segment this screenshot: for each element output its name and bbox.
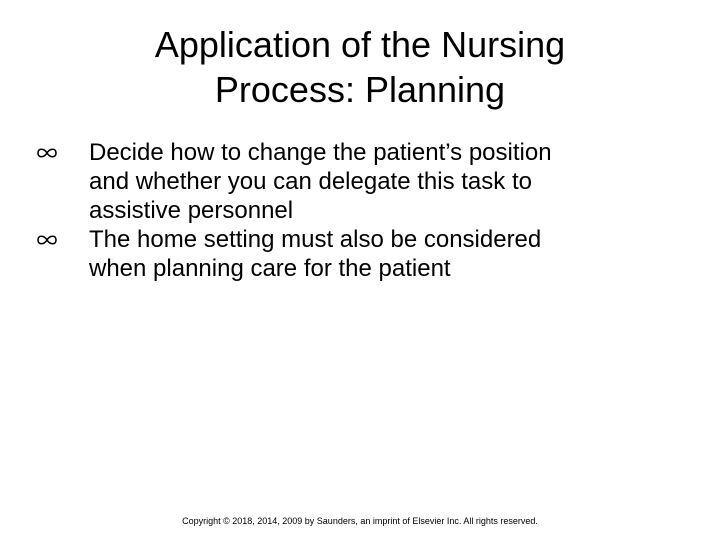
slide-title bbox=[100, 22, 620, 112]
slide-title-line-1: Application of the Nursing bbox=[154, 24, 566, 65]
bullet-line: when planning care for the patient bbox=[89, 255, 451, 282]
infinity-bullet-icon bbox=[36, 146, 58, 160]
slide-title-line-2: Process: Planning bbox=[214, 69, 506, 110]
bullet-item bbox=[36, 225, 656, 283]
bullet-line: Decide how to change the patient’s position bbox=[89, 139, 552, 166]
bullet-list bbox=[36, 138, 656, 283]
bullet-item bbox=[36, 138, 656, 225]
bullet-line: and whether you can delegate this task to bbox=[89, 168, 532, 195]
infinity-bullet-icon bbox=[36, 233, 58, 247]
bullet-line: assistive personnel bbox=[89, 197, 294, 224]
copyright-footer: Copyright © 2018, 2014, 2009 by Saunders, an imprint of Elsevier Inc. All rights reserved. bbox=[182, 516, 538, 526]
bullet-line: The home setting must also be considered bbox=[89, 226, 542, 253]
